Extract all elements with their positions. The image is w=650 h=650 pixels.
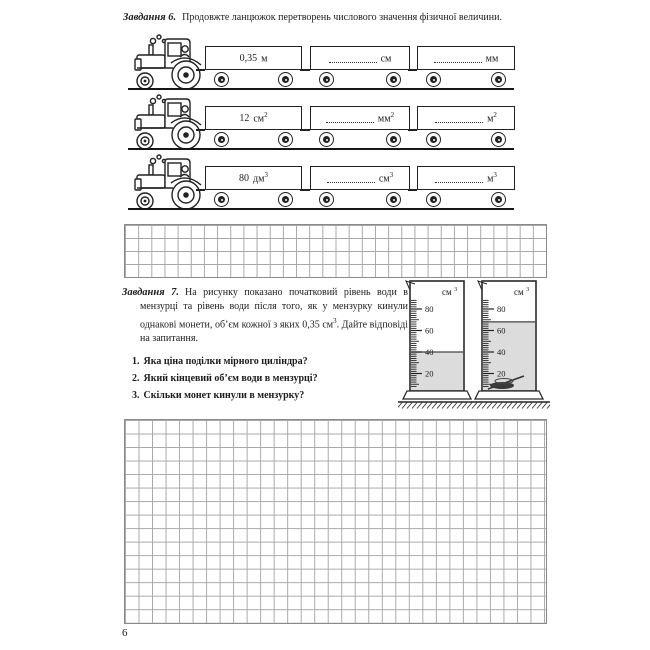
ground-line [128,208,514,210]
answer-blank [327,174,375,183]
wagon-unit: мм [485,53,499,65]
wagon-unit: м [261,53,268,65]
wagon-wheel [319,72,334,87]
wagon-blank [310,166,410,190]
task6-label: Завдання 6. [123,12,177,23]
coupler [300,189,310,191]
wagon-wheel [214,72,229,87]
coupler [300,69,310,71]
wagon-value-text: 80 [239,172,250,184]
answer-blank [326,114,374,123]
wagon-wheel [214,192,229,207]
tractor-icon [133,93,207,151]
wagon-wheel [426,72,441,87]
svg-text:3: 3 [454,286,458,293]
tractor-icon [133,33,207,91]
wagon-wheel [426,132,441,147]
svg-text:20: 20 [497,368,506,379]
wagon-unit: см [380,53,392,65]
wagon-unit: $мм^2$ [377,111,395,125]
cylinder-unit-label: см [442,287,452,297]
coupler [196,69,205,71]
cylinder-unit-label: см [514,287,524,297]
task7-block [122,286,408,406]
ground-line [128,88,514,90]
task6-instruction: Продовжте ланцюжок перетворень числового значення фізичної величини. [182,12,502,23]
wagon-label [206,47,301,69]
wagon-blank [310,46,410,70]
question-3: 3. Скільки монет кинули в мензурку? [132,390,305,402]
svg-text:40: 40 [497,347,506,357]
answer-blank [435,114,483,123]
ground-line [128,148,514,150]
coupler [408,129,417,131]
svg-text:40: 40 [425,347,434,357]
answer-blank [434,54,482,63]
coupler [408,69,417,71]
wagon-label [206,107,301,129]
wagon-wheel [491,132,506,147]
page-number: 6 [122,627,128,639]
wagon-wheel [214,132,229,147]
cylinder-initial [403,281,471,399]
wagon-value [205,166,302,190]
wagon-label [206,167,301,189]
coupler [300,129,310,131]
answer-blank [329,54,377,63]
wagon-wheel [278,72,293,87]
wagon-label [311,47,409,69]
wagon-wheel [426,192,441,207]
wagon-wheel [386,192,401,207]
wagon-unit: $м^3$ [487,171,497,185]
wagon-wheel [278,192,293,207]
wagon-unit: $дм^3$ [253,171,268,185]
answer-blank [435,174,483,183]
wagon-unit: $см^2$ [253,111,268,125]
coupler [196,189,205,191]
wagon-wheel [491,192,506,207]
wagon-value-text: 0,35 [239,52,258,64]
wagon-wheel [491,72,506,87]
wagon-blank [417,106,515,130]
wagon-label [418,47,514,69]
wagon-wheel [386,132,401,147]
svg-text:3: 3 [526,286,530,293]
answer-grid-top [124,224,547,278]
train-row-length [133,33,515,90]
measuring-cylinders-figure [398,278,550,410]
wagon-unit: $см^3$ [378,171,394,185]
wagon-wheel [386,72,401,87]
train-row-volume [133,153,515,210]
wagon-value [205,106,302,130]
svg-text:80: 80 [497,304,506,314]
wagon-wheel [319,132,334,147]
task7-paragraph: Завдання 7. На рисунку показано початковий рівень води в мензурці та рівень води після того, як у мензурку кинули однакові монети, об’єм кожної з яких 0,35 $см^3$. Дайте відповіді на запитання. [122,287,408,345]
cylinder-final [475,281,543,399]
wagon-blank [417,166,515,190]
question-2: 2. Який кінцевий об’єм води в мензурці? [132,373,318,385]
wagon-label [418,167,514,189]
wagon-blank [417,46,515,70]
task7-label: Завдання 7. [122,287,180,298]
svg-text:60: 60 [497,325,506,336]
task7-text: На рисунку показано початковий рівень води в мензурці та рівень води після того, як у мензурку кинули однакові монети, об’єм кожної з яких 0,35 см [140,287,408,331]
wagon-wheel [278,132,293,147]
wagon-value [205,46,302,70]
coupler [196,129,205,131]
wagon-value-text: 12 [239,112,250,124]
coupler [408,189,417,191]
cylinder-ground-hatch [398,402,550,409]
svg-text:60: 60 [425,325,434,336]
wagon-label [311,107,409,129]
answer-grid-bottom [124,419,547,624]
train-row-area [133,93,515,150]
task6-heading [123,12,502,23]
wagon-label [418,107,514,129]
wagon-unit: $м^2$ [487,111,497,125]
question-1: 1. Яка ціна поділки мірного циліндра? [132,356,308,368]
svg-text:20: 20 [425,368,434,379]
svg-text:80: 80 [425,304,434,314]
wagon-blank [310,106,410,130]
wagon-wheel [319,192,334,207]
wagon-label [311,167,409,189]
tractor-icon [133,153,207,211]
